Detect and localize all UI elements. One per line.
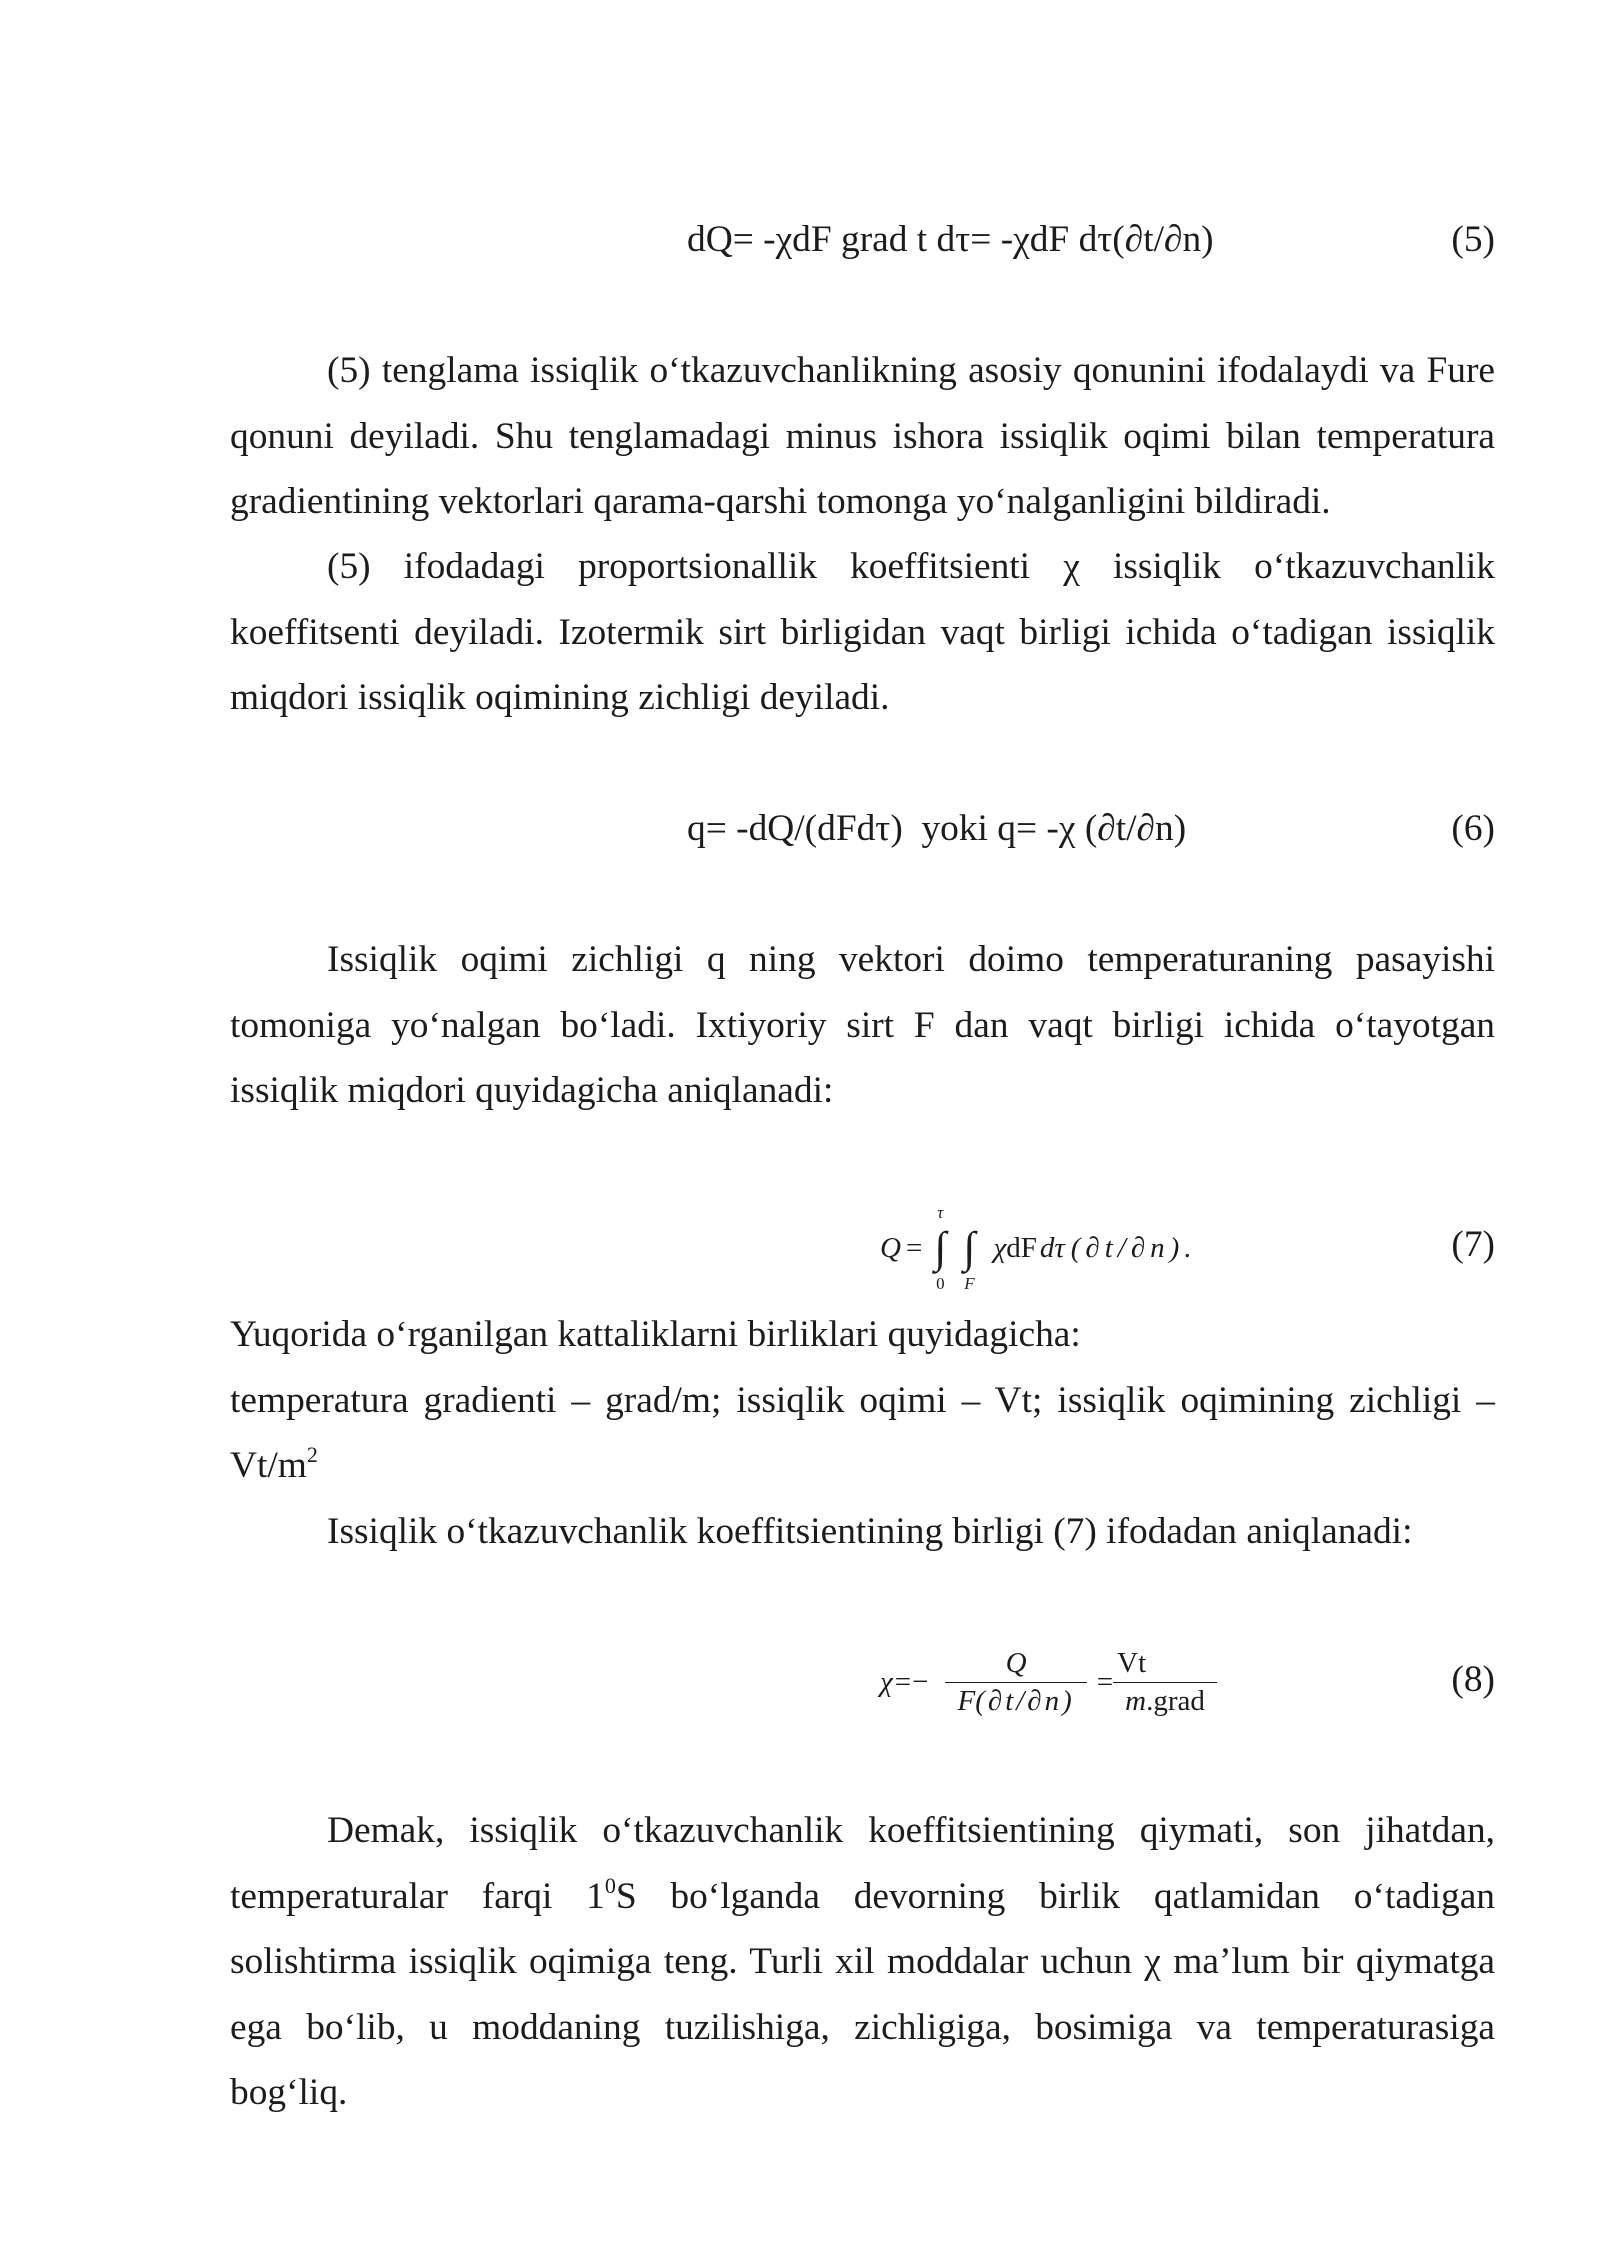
- eq7-integral-lower-limit: F: [964, 1274, 975, 1293]
- paragraph-line: qonuni deyiladi. Shu tenglamadagi minus ishora issiqlik oqimi bilan temperatura: [230, 415, 1495, 457]
- paragraph-line: Issiqlik oqimi zichligi q ning vektori doimo temperaturaning pasayishi: [327, 939, 1495, 980]
- eq7-integral-lower-limit: 0: [936, 1274, 945, 1293]
- eq8-fraction-1-numerator: Q: [1005, 1647, 1027, 1679]
- integral-sign-icon: ∫: [934, 1223, 947, 1272]
- paragraph-conductivity-coefficient: [230, 534, 1495, 731]
- eq8-denominator-gradient: (∂t/∂n): [975, 1685, 1075, 1717]
- eq7-time-integral: [934, 1203, 947, 1293]
- units-lead-in: Issiqlik o‘tkazuvchanlik koeffitsientining birligi (7) ifodadan aniqlanadi:: [327, 1510, 1413, 1552]
- eq7-derivative: (∂t/∂n).: [1070, 1231, 1197, 1264]
- paragraph-line: koeffitsenti deyiladi. Izotermik sirt birligidan vaqt birligi ichida o‘tadigan issiqlik: [230, 611, 1495, 653]
- line-text: S bo‘lganda devorning birlik qatlamidan o‘tadigan: [615, 1875, 1495, 1917]
- eq8-denominator-area: F: [957, 1685, 976, 1717]
- paragraph-line: issiqlik miqdori quyidagicha aniqlanadi:: [230, 1070, 834, 1111]
- paragraph-line: (5) ifodadagi proportsionallik koeffitsienti χ issiqlik o‘tkazuvchanlik: [327, 546, 1495, 587]
- equation-6-formula: q= -dQ/(dFdτ) yoki q= -χ (∂t/∂n): [687, 808, 1187, 849]
- eq8-fraction-2-numerator: Vt: [1117, 1647, 1147, 1679]
- eq8-fraction-1-denominator: [945, 1682, 1086, 1716]
- paragraph-line: [230, 1864, 1495, 1930]
- line-text: temperaturalar farqi 1: [230, 1875, 605, 1917]
- eq7-dtau: dτ: [1039, 1231, 1065, 1264]
- equation-6-number: (6): [1451, 808, 1495, 849]
- eq8-equals-sign: =: [894, 1665, 912, 1698]
- paragraph-line: gradientining vektorlari qarama-qarshi tomonga yo‘nalganligini bildiradi.: [230, 481, 1331, 522]
- eq8-minus-sign: −: [912, 1665, 929, 1698]
- paragraph-fourier-law: [230, 338, 1495, 535]
- units-list: temperatura gradienti – grad/m; issiqlik oqimi – Vt; issiqlik oqimining zichligi –: [230, 1379, 1495, 1421]
- density-unit: Vt/m: [230, 1445, 307, 1486]
- equation-8-number: (8): [1451, 1659, 1495, 1700]
- density-unit-exponent: 2: [306, 1442, 318, 1467]
- eq7-dF: dF: [1006, 1231, 1037, 1264]
- paragraph-line: (5) tenglama issiqlik o‘tkazuvchanlikning asosiy qonunini ifodalaydi va Fure: [327, 350, 1495, 391]
- paragraph-line: Demak, issiqlik o‘tkazuvchanlik koeffitsientining qiymati, son jihatdan,: [327, 1810, 1495, 1851]
- units-intro: Yuqorida o‘rganilgan kattaliklarni birliklari quyidagicha:: [230, 1314, 1081, 1355]
- eq8-fraction-2-denominator: [1113, 1682, 1217, 1716]
- eq7-equals-sign: =: [905, 1231, 923, 1264]
- eq7-chi: χ: [993, 1231, 1007, 1264]
- paragraph-conclusion: [230, 1798, 1495, 2126]
- equation-8-formula: [880, 1648, 1217, 1716]
- equation-7-number: (7): [1451, 1224, 1495, 1265]
- units-density-line: [230, 1433, 1495, 1499]
- paragraph-line: solishtirma issiqlik oqimiga teng. Turli xil moddalar uchun χ ma’lum bir qiymatga: [230, 1941, 1495, 1982]
- eq7-surface-integral: [963, 1223, 976, 1293]
- equation-7-formula: [880, 1203, 1197, 1293]
- equation-5-number: (5): [1451, 219, 1495, 260]
- superscript-degree: 0: [604, 1872, 616, 1898]
- paragraph-heat-flux-density: [230, 927, 1495, 1124]
- eq8-fraction-2: [1113, 1648, 1217, 1716]
- eq8-chi: χ: [880, 1665, 893, 1698]
- integral-sign-icon: ∫: [963, 1223, 976, 1272]
- paragraph-line: ega bo‘lib, u moddaning tuzilishiga, zichligiga, bosimiga va temperaturasiga: [230, 2006, 1495, 2048]
- eq7-integral-upper-limit: τ: [937, 1203, 944, 1222]
- units-section: [230, 1302, 1495, 1564]
- eq8-denominator-meter: m: [1125, 1685, 1147, 1717]
- equation-5-formula: dQ= -χdF grad t dτ= -χdF dτ(∂t/∂n): [687, 219, 1214, 260]
- eq8-fraction-1: [945, 1648, 1086, 1716]
- eq7-lhs: Q: [880, 1231, 901, 1264]
- paragraph-line: tomoniga yo‘nalgan bo‘ladi. Ixtiyoriy sirt F dan vaqt birligi ichida o‘tayotgan: [230, 1004, 1495, 1046]
- eq8-denominator-grad: .grad: [1146, 1685, 1205, 1717]
- paragraph-line: bog‘liq.: [230, 2072, 348, 2113]
- eq8-equals-sign-2: =: [1096, 1665, 1114, 1698]
- paragraph-line: miqdori issiqlik oqimining zichligi deyiladi.: [230, 677, 890, 718]
